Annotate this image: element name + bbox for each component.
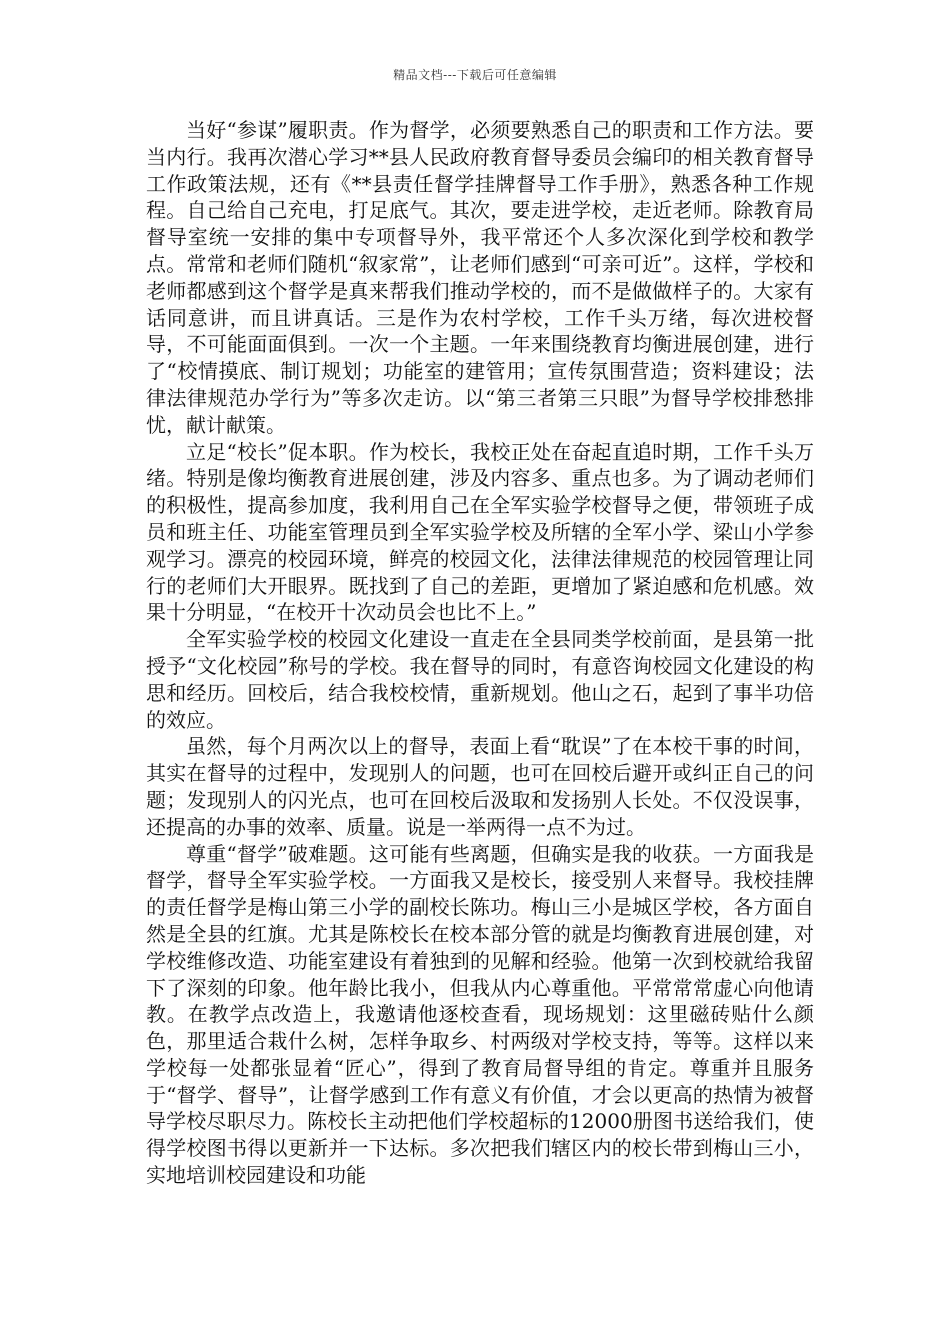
paragraph-3: 全军实验学校的校园文化建设一直走在全县同类学校前面，是县第一批授予“文化校园”称号的学校。我在督导的同时，有意咨询校园文化建设的构思和经历。回校后，结合我校校情，重新规划。他山之石，起到了事半功倍的效应。 xyxy=(146,627,814,732)
paragraph-4: 虽然，每个月两次以上的督导，表面上看“耽误”了在本校干事的时间，其实在督导的过程中，发现别人的问题，也可在回校后避开或纠正自己的问题；发现别人的闪光点，也可在回校后汲取和发扬别人长处。不仅没误事，还提高的办事的效率、质量。说是一举两得一点不为过。 xyxy=(146,734,814,839)
paragraph-2: 立足“校长”促本职。作为校长，我校正处在奋起直追时期，工作千头万绪。特别是像均衡教育进展创建，涉及内容多、重点也多。为了调动老师们的积极性，提高参加度，我利用自己在全军实验学校督导之便，带领班子成员和班主任、功能室管理员到全军实验学校及所辖的全军小学、梁山小学参观学习。漂亮的校园环境，鲜亮的校园文化，法律法律规范的校园管理让同行的老师们大开眼界。既找到了自己的差距，更增加了紧迫感和危机感。效果十分明显，“在校开十次动员会也比不上。” xyxy=(146,439,814,625)
paragraph-5: 尊重“督学”破难题。这可能有些离题，但确实是我的收获。一方面我是督学，督导全军实验学校。一方面我又是校长，接受别人来督导。我校挂牌的责任督学是梅山第三小学的副校长陈功。梅山三小是城区学校，各方面自然是全县的红旗。尤其是陈校长在校本部分管的就是均衡教育进展创建，对学校维修改造、功能室建设有着独到的见解和经验。他第一次到校就给我留下了深刻的印象。他年龄比我小，但我从内心尊重他。平常常常虚心向他请教。在教学点改造上，我邀请他逐校查看，现场规划：这里磁砖贴什么颜色，那里适合栽什么树，怎样争取乡、村两级对学校支持，等等。这样以来学校每一处都张显着“匠心”，得到了教育局督导组的肯定。尊重并且服务于“督学、督导”，让督学感到工作有意义有价值，才会以更高的热情为被督导学校尽职尽力。陈校长主动把他们学校超标的12000册图书送给我们，使得学校图书得以更新并一下达标。多次把我们辖区内的校长带到梅山三小，实地培训校园建设和功能 xyxy=(146,841,814,1188)
page-header: 精品文档---下载后可任意编辑 xyxy=(393,68,557,82)
document-body xyxy=(146,117,814,1189)
paragraph-1: 当好“参谋”履职责。作为督学，必须要熟悉自己的职责和工作方法。要当内行。我再次潜心学习**县人民政府教育督导委员会编印的相关教育督导工作政策法规，还有《**县责任督学挂牌督导工作手册》，熟悉各种工作规程。自己给自己充电，打足底气。其次，要走进学校，走近老师。除教育局督导室统一安排的集中专项督导外，我平常还个人多次深化到学校和教学点。常常和老师们随机“叙家常”，让老师们感到“可亲可近”。这样，学校和老师都感到这个督学是真来帮我们推动学校的，而不是做做样子的。大家有话同意讲，而且讲真话。三是作为农村学校，工作千头万绪，每次进校督导，不可能面面俱到。一次一个主题。一年来围绕教育均衡进展创建，进行了“校情摸底、制订规划；功能室的建管用；宣传氛围营造；资料建设；法律法律规范办学行为”等多次走访。以“第三者第三只眼”为督导学校排愁排忧，献计献策。 xyxy=(146,118,814,437)
